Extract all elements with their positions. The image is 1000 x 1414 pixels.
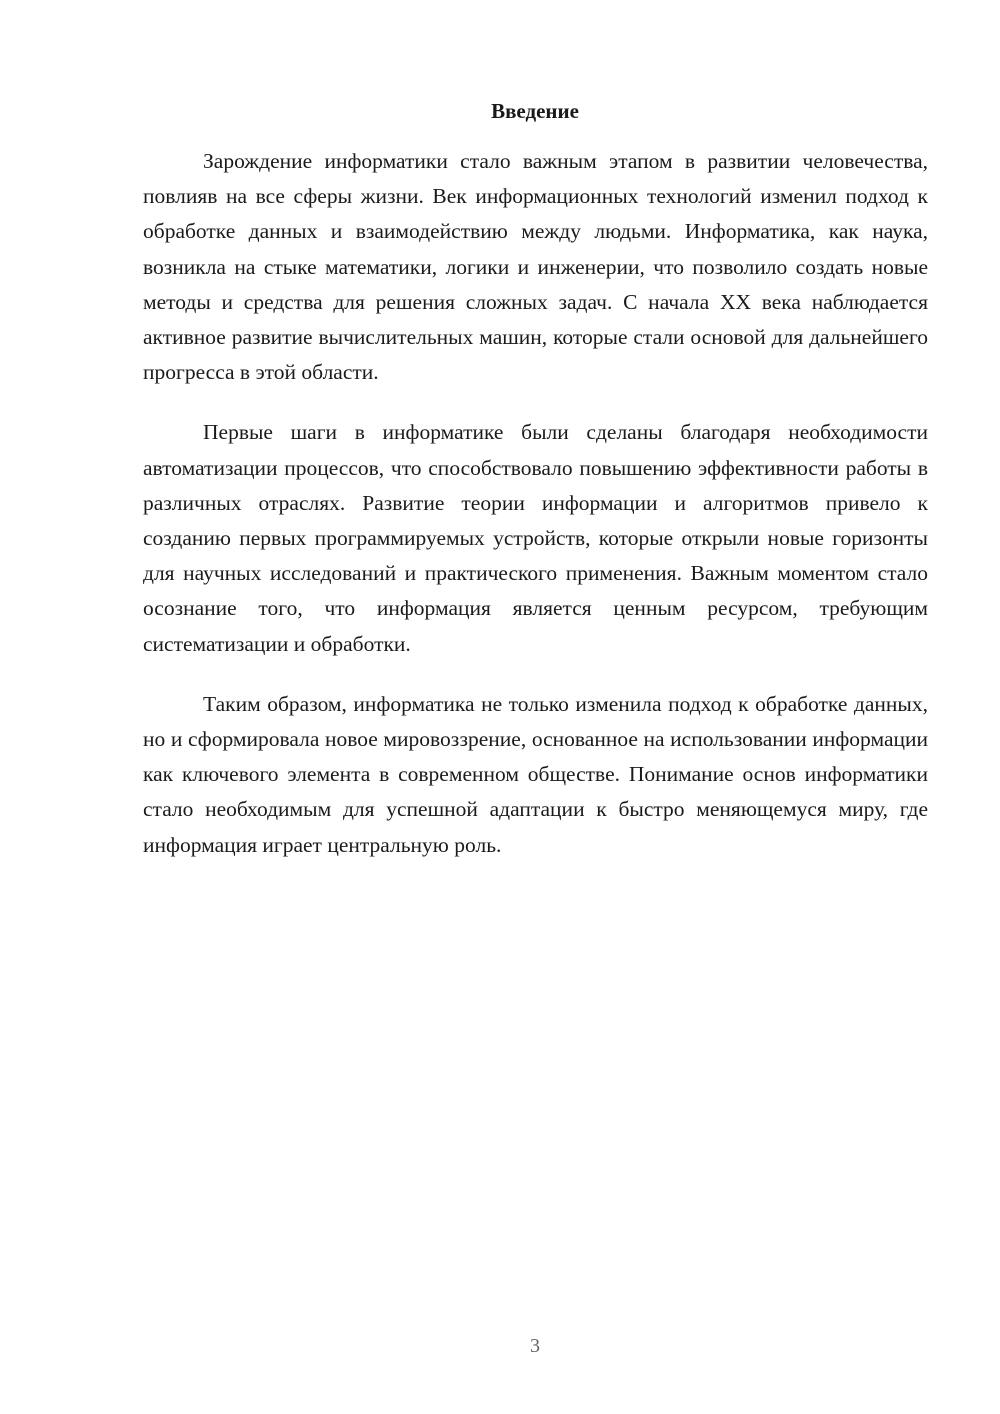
paragraph-3: Таким образом, информатика не только изменила подход к обработке данных, но и сформировала новое мировоззрение, основанное на использовании информации как ключевого элемента в современном обществе. Понимание основ информатики стало необходимым для успешной адаптации к быстро меняющемуся миру, где информация играет центральную роль. [143, 691, 928, 857]
section-heading: Введение [491, 99, 579, 123]
paragraph-1: Зарождение информатики стало важным этапом в развитии человечества, повлияв на все сферы жизни. Век информационных технологий изменил подход к обработке данных и взаимодействию между людьми. Информатика, как наука, возникла на стыке математики, логики и инженерии, что позволило создать новые методы и средства для решения сложных задач. С начала XX века наблюдается активное развитие вычислительных машин, которые стали основой для дальнейшего прогресса в этой области. [143, 149, 928, 385]
page-number: 3 [530, 1335, 540, 1357]
paragraph-2: Первые шаги в информатике были сделаны благодаря необходимости автоматизации процессов, что способствовало повышению эффективности работы в различных отраслях. Развитие теории информации и алгоритмов привело к созданию первых программируемых устройств, которые открыли новые горизонты для научных исследований и практического применения. Важным моментом стало осознание того, что информация является ценным ресурсом, требующим систематизации и обработки. [143, 420, 928, 656]
body-text [143, 144, 928, 888]
